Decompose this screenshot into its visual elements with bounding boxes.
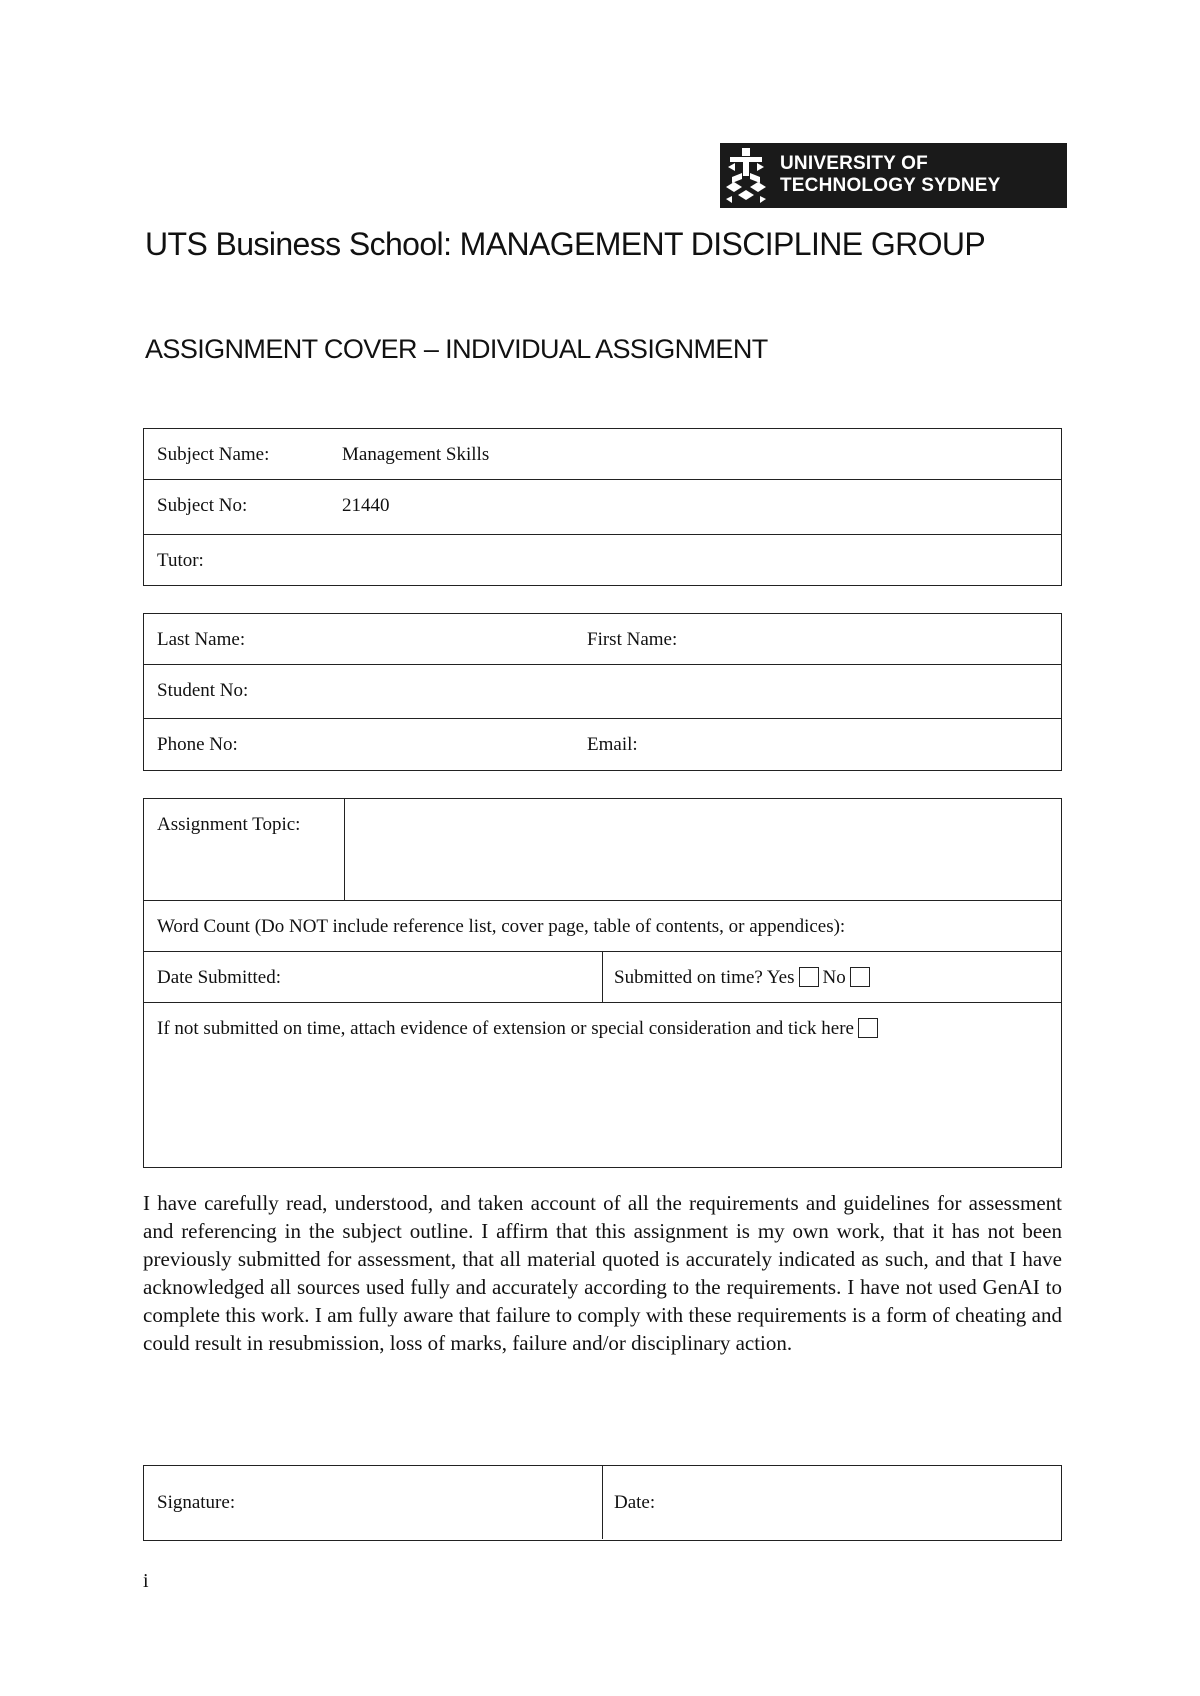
no-checkbox[interactable] [850,967,870,987]
contact-row[interactable] [144,719,1061,770]
date-submitted-label: Date Submitted: [157,967,282,988]
tutor-label: Tutor: [157,550,204,571]
topic-row[interactable] [144,799,1061,901]
subject-name-label: Subject Name: [157,444,270,465]
topic-label: Assignment Topic: [157,814,301,835]
signature-label[interactable]: Signature: [157,1492,236,1513]
subject-no-label: Subject No: [157,495,248,516]
subject-name-value: Management Skills [342,444,490,465]
signature-row [144,1466,1061,1539]
school-heading: UTS Business School: MANAGEMENT DISCIPLINE GROUP [145,226,986,262]
on-time-group [614,967,874,989]
assignment-box [143,798,1062,1168]
date-label[interactable]: Date: [614,1492,656,1513]
topic-divider [344,799,345,900]
student-box [143,613,1062,771]
page-number: i [143,1570,149,1592]
no-label: No [822,967,846,988]
late-label: If not submitted on time, attach evidence of extension or special consideration and tick here [157,1018,854,1039]
yes-checkbox[interactable] [799,967,819,987]
signature-divider [602,1466,603,1539]
logo-line-1: UNIVERSITY OF [780,153,928,174]
subject-no-row [144,480,1061,535]
logo-line-2: TECHNOLOGY SYDNEY [780,175,1001,196]
first-name-label: First Name: [587,629,678,650]
student-no-row[interactable] [144,665,1061,719]
late-group [157,1018,882,1040]
word-count-label: Word Count (Do NOT include reference list, cover page, table of contents, or appendices): [157,916,846,937]
date-submitted-row [144,952,1061,1003]
signature-box [143,1465,1062,1541]
student-no-label: Student No: [157,680,249,701]
subject-no-value: 21440 [342,495,390,516]
cover-title: ASSIGNMENT COVER – INDIVIDUAL ASSIGNMENT [145,334,768,364]
uts-logo-text [780,153,1001,197]
last-name-label: Last Name: [157,629,246,650]
uts-logo-mark-icon [720,143,772,208]
declaration-text: I have carefully read, understood, and taken account of all the requirements and guidelines for assessment and referencing in the subject outline. I affirm that this assignment is my own work, that it has not been previously submitted for assessment, that all material quoted is accurately indicated as such, and that I have acknowledged all sources used fully and accurately according to the requirements. I have not used GenAI to complete this work. I am fully aware that failure to comply with these requirements is a form of cheating and could result in resubmission, loss of marks, failure and/or disciplinary action. [143,1191,1062,1355]
on-time-label: Submitted on time? Yes [614,967,795,988]
email-label: Email: [587,734,638,755]
date-divider [602,952,603,1002]
late-row [144,1003,1061,1167]
word-count-row[interactable] [144,901,1061,952]
tutor-row[interactable] [144,535,1061,585]
late-checkbox[interactable] [858,1018,878,1038]
uts-logo [720,143,1067,208]
subject-name-row [144,429,1061,480]
phone-label: Phone No: [157,734,238,755]
subject-box [143,428,1062,586]
name-row[interactable] [144,614,1061,665]
